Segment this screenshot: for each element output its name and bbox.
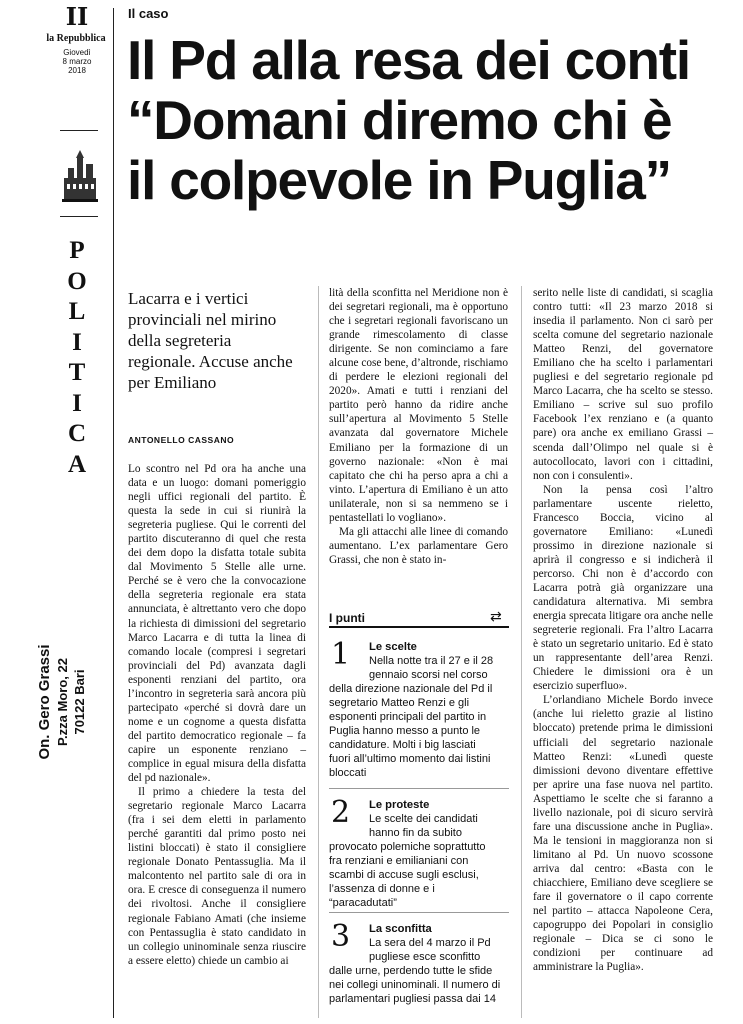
punti-line: gennaio scorsi nel corso [369, 669, 488, 681]
punti-divider [329, 912, 509, 913]
punti-line: segretario Matteo Renzi e gli [329, 697, 470, 709]
headline-line: Il Pd alla resa dei conti [127, 29, 690, 91]
stamp-city: 70122 Bari [72, 669, 87, 735]
article-column-1 [128, 462, 306, 968]
punti-line: parlamentari pugliesi passa dai 14 [329, 993, 496, 1005]
city-skyline-icon [62, 148, 98, 202]
masthead-divider-2 [60, 216, 98, 217]
punti-item-title: Le scelte [369, 641, 417, 653]
address-stamp [36, 472, 87, 772]
punti-line: l’assenza di donne e i [329, 883, 435, 895]
punti-line: bloccati [329, 767, 367, 779]
punti-line: scambi di accuse sugli esclusi, [329, 869, 479, 881]
article-kicker: Il caso [128, 6, 169, 21]
article-byline: ANTONELLO CASSANO [128, 435, 235, 445]
arrows-icon: ⇄ [490, 609, 502, 625]
masthead-divider [60, 130, 98, 131]
date-daymonth: 8 marzo [62, 57, 92, 66]
punti-line: esponenti principali del partito in [329, 711, 487, 723]
body-paragraph: L’orlandiano Michele Bordo invece (anche lui rieletto grazie al listino bloccato) pretende prima le dimissioni ufficiali del segretario nazionale Matteo Renzi: «Lunedì queste dimissioni devono diventare effettive per aprire una fase nuova nel partito. Aspettiamo le scelte che si faranno a livello nazionale, poi di sicuro servirà fare una discussione anche in Puglia». Ma le tensioni in maggioranza non si limitano al Pd. Un nuovo scossone arriva dal centro: «Basta con le chiacchiere, Emiliano deve scegliere se fare il governatore o il capo corrente nel partito – attacca Napoleone Cera, capogruppo dei Popolari in consiglio regionale – Dica se ci sono le condizioni per continuare ad amministrare la Puglia». [533, 694, 713, 974]
section-letter: I [72, 389, 82, 417]
body-paragraph: Ma gli attacchi alle linee di comando aumentano. L’ex parlamentare Gero Grassi, che non è stato in- [329, 525, 508, 566]
punti-item-3 [329, 919, 511, 1006]
headline-line: il colpevole in Puglia” [127, 149, 671, 211]
punti-line: Le scelte dei candidati [369, 813, 478, 825]
article-column-2 [329, 286, 508, 567]
article-column-3 [533, 286, 713, 974]
stamp-street: P.zza Moro, 22 [55, 658, 70, 746]
body-paragraph: Lo scontro nel Pd ora ha anche una data e un luogo: domani pomeriggio negli uffici regionali del partito. È questa la sede in cui si riunirà la segreteria pugliese. Qui le correnti del partito discuteranno di quel che resta dei dem dopo la disfatta totale subita dal Movimento 5 Stelle alle urne. Perché se è vero che la convocazione della segreteria regionale era stata annunciata, è altrettanto vero che dopo la richiesta di dimissioni del segretario Marco Lacarra e di tutta la linea di comando locale (compresi i segretari provinciali del Pd) avanzata dagli esponenti renziani del partito, ora l’incontro in segreteria sarà ancora più partecipato «perché si dovrà dare un nome e un cognome a questa disfatta del partito democratico regionale – fa capire un esponente renziano – complice in egual misura della disfatta del pd nazionale». [128, 463, 306, 785]
article-headline [127, 30, 727, 210]
punti-line: fra renziani e emilianiani con [329, 855, 469, 867]
section-name [55, 236, 99, 480]
punti-rule [329, 626, 509, 628]
punti-line: hanno fin da subito [369, 827, 462, 839]
headline-line: “Domani diremo chi è [127, 89, 672, 151]
punti-item-title: La sconfitta [369, 923, 432, 935]
body-paragraph: lità della sconfitta nel Meridione non è dei segretari regionali, ma è opportuno che i segretari regionali favoriscano un grande rimescolamento di classe dirigente. Se non cominciamo a fare alcune cose bene, d’altronde, rischiamo di perdere le elezioni regionali del 2020». Amati e tutti i renziani del partito però hanno da ridire anche sull’apertura al Movimento 5 Stelle avanzata dal governatore Michele Emiliano per la formazione di un governo nazionale: «Non è mai capitato che chi ha perso apra a chi a vinto. L’apertura di Emiliano è un atto unilaterale, non si sa nemmeno se i pentastellati lo vogliano». [329, 287, 508, 524]
punti-item-text [329, 654, 511, 780]
body-paragraph: Il primo a chiedere la testa del segretario regionale Marco Lacarra (fra i sei dem eletti in parlamento perché garantiti dal primo posto nei listini bloccati) è stato il consigliere regionale Donato Pentassuglia. Ma il malcontento nel partito sale di ora in ora. E cresce di conseguenza il numero dei rivoltosi. Anche il consigliere regionale Fabiano Amati (che insieme con Pentassuglia è stato candidato in un collegio uninominale senza riuscire a essere eletto) chiede un cambio ai [128, 786, 306, 967]
section-letter: P [69, 237, 85, 264]
punti-line: candidature. Molti i big lasciati [329, 739, 476, 751]
punti-line: fuori all’ultimo momento dai listini [329, 753, 491, 765]
punti-number: 3 [331, 919, 351, 954]
section-letter: O [67, 267, 87, 295]
punti-line: “paracadutati” [329, 897, 397, 909]
section-letter: L [68, 298, 86, 325]
punti-item-1 [329, 637, 511, 780]
section-letter: I [72, 328, 82, 356]
punti-line: Puglia hanno messo a punto le [329, 725, 481, 737]
stamp-name: On. Gero Grassi [36, 644, 53, 760]
issue-date [52, 48, 102, 75]
punti-divider [329, 788, 509, 789]
punti-line: dalle urne, perdendo tutte le sfide [329, 965, 493, 977]
newspaper-name: la Repubblica [46, 33, 106, 44]
punti-line: La sera del 4 marzo il Pd [369, 937, 491, 949]
date-year: 2018 [68, 66, 86, 75]
section-letter: T [68, 359, 86, 386]
punti-item-2 [329, 795, 511, 910]
punti-number: 2 [331, 795, 351, 830]
column-divider [318, 286, 319, 1018]
date-weekday: Giovedì [63, 48, 91, 57]
punti-item-text [329, 812, 511, 910]
punti-item-title: Le proteste [369, 799, 430, 811]
masthead-vertical-rule [113, 8, 114, 1018]
punti-line: nei collegi uninominali. Il numero di [329, 979, 501, 991]
column-divider [521, 286, 522, 1018]
section-letter: C [67, 420, 87, 447]
page-number: II [65, 2, 89, 31]
punti-number: 1 [331, 637, 351, 672]
punti-item-text [329, 936, 511, 1006]
section-letter: A [67, 450, 87, 478]
punti-line: Nella notte tra il 27 e il 28 [369, 655, 494, 667]
punti-line: provocato polemiche soprattutto [329, 841, 486, 853]
punti-line: della direzione nazionale del Pd il [329, 683, 493, 695]
punti-line: pugliese esce sconfitto [369, 951, 481, 963]
article-deck: Lacarra e i vertici provinciali nel mirino della segreteria regionale. Accuse anche per Emiliano [128, 289, 293, 392]
body-paragraph: Non la pensa così l’altro parlamentare uscente rieletto, Francesco Boccia, vicino al governatore Emiliano: «Lunedì prossimo in direzione nazionale si aprirà il congresso e si indicherà il percorso. Chi non è d’accordo con Lacarra potrà già organizzare una candidatura alternativa. Mi sembra energia sprecata litigare ora anche nelle segreterie regionali. Fra l’altro Lacarra è stato un segretario unitario. Ed è stato un rappresentante dell’area Renzi. Chiedere le dimissioni ora è un esercizio superfluo». [533, 483, 713, 693]
body-paragraph: serito nelle liste di candidati, si scaglia contro tutti: «Il 23 marzo 2018 si insedia il parlamento. Non ci sarò per scelta comune del segretario nazionale Matteo Renzi, del governatore Emiliano che ha scelto i parlamentari pugliesi e del segretario regionale pd Marco Lacarra, che ha scelto se stesso. Emiliano – scrive sul suo profilo Facebook l’ex renziano e (a quanto pare) ora anche ex emiliano Grassi – scenda dall’Olimpo nel quale si è autocollocato, lavori con i cittadini, non con i consulenti». [533, 287, 713, 482]
punti-title: I punti [329, 611, 365, 625]
